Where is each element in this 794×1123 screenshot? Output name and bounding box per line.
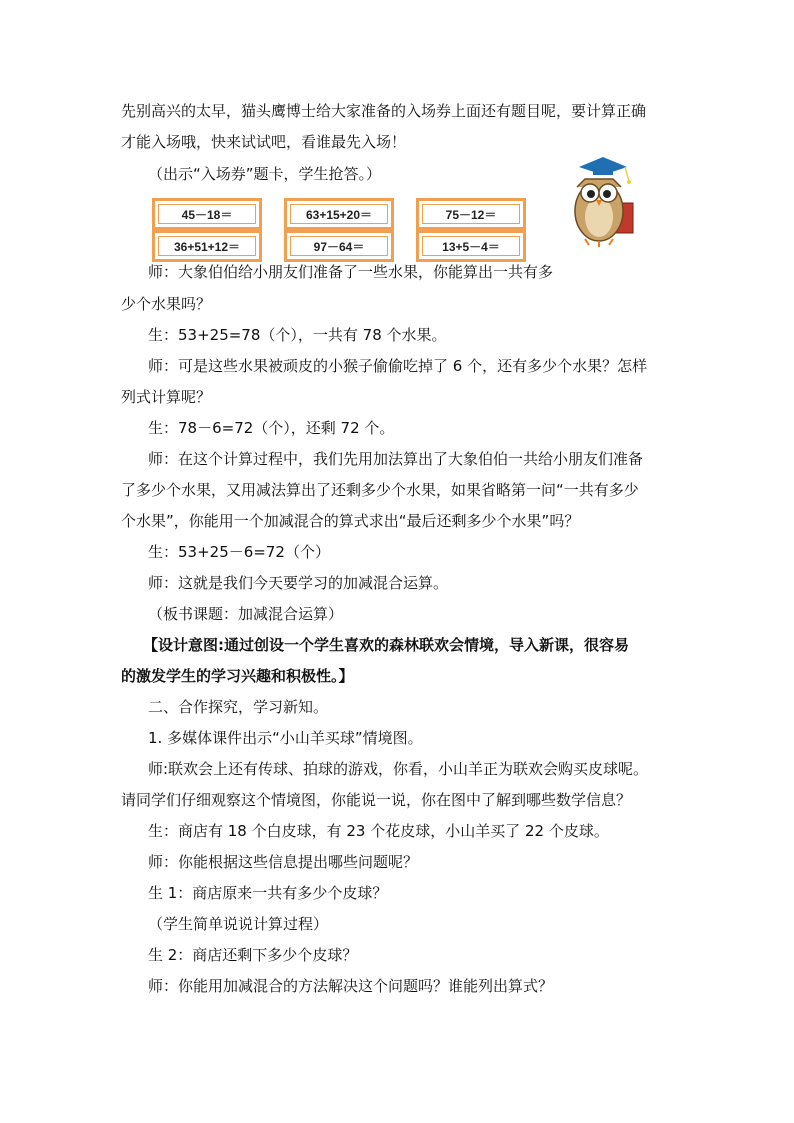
paragraph-14-line-2: 请同学们仔细观察这个情境图，你能说一说，你在图中了解到哪些数学信息？ [121, 791, 632, 809]
paragraph-8: 生：53+25－6=72（个） [148, 543, 330, 561]
ticket-card: 75－12＝ [416, 198, 526, 230]
design-intent-line-1: 【设计意图:通过创设一个学生喜欢的森林联欢会情境，导入新课，很容易 [143, 636, 630, 654]
paragraph-6: 生：78－6=72（个），还剩 72 个。 [148, 419, 395, 437]
paragraph-14-line-1: 师:联欢会上还有传球、拍球的游戏，你看，小山羊正为联欢会购买皮球呢。 [148, 760, 649, 778]
paragraph-7-line-2: 了多少个水果，又用减法算出了还剩多少个水果，如果省略第一问“一共有多少 [121, 481, 639, 499]
paragraph-1-line-2: 才能入场哦，快来试试吧，看谁最先入场！ [121, 133, 407, 151]
paragraph-7-line-3: 个水果”，你能用一个加减混合的算式求出“最后还剩多少个水果”吗？ [121, 512, 580, 530]
paragraph-3-line-1: 师：大象伯伯给小朋友们准备了一些水果，你能算出一共有多 [148, 263, 554, 281]
design-intent-line-2: 的激发学生的学习兴趣和积极性。】 [121, 667, 354, 685]
ticket-card: 63+15+20＝ [284, 198, 394, 230]
paragraph-5-line-2: 列式计算呢？ [121, 388, 212, 406]
ticket-card: 13+5－4＝ [416, 230, 526, 262]
paragraph-16: 师：你能根据这些信息提出哪些问题呢？ [148, 853, 419, 871]
section-heading: 二、合作探究，学习新知。 [148, 698, 329, 716]
paragraph-18: （学生简单说说计算过程） [148, 915, 329, 933]
paragraph-9: 师：这就是我们今天要学习的加减混合运算。 [148, 574, 449, 592]
paragraph-10: （板书课题：加减混合运算） [148, 605, 344, 623]
ticket-card: 97－64＝ [284, 230, 394, 262]
paragraph-4: 生：53+25=78（个），一共有 78 个水果。 [148, 326, 447, 344]
paragraph-17: 生 1：商店原来一共有多少个皮球？ [148, 884, 388, 902]
paragraph-13: 1. 多媒体课件出示“小山羊买球”情境图。 [148, 729, 423, 747]
ticket-card: 36+51+12＝ [152, 230, 262, 262]
paragraph-1-line-1: 先别高兴的太早，猫头鹰博士给大家准备的入场券上面还有题目呢，要计算正确 [121, 102, 647, 120]
ticket-card: 45－18＝ [152, 198, 262, 230]
paragraph-3-line-2: 少个水果吗？ [121, 295, 212, 313]
paragraph-7-line-1: 师：在这个计算过程中，我们先用加法算出了大象伯伯一共给小朋友们准备 [148, 450, 644, 468]
paragraph-15: 生：商店有 18 个白皮球，有 23 个花皮球，小山羊买了 22 个皮球。 [148, 822, 609, 840]
paragraph-19: 生 2：商店还剩下多少个皮球？ [148, 946, 358, 964]
paragraph-20: 师：你能用加减混合的方法解决这个问题吗？谁能列出算式？ [148, 977, 554, 995]
paragraph-5-line-1: 师：可是这些水果被顽皮的小猴子偷偷吃掉了 6 个，还有多少个水果？怎样 [148, 357, 648, 375]
paragraph-2: （出示“入场券”题卡，学生抢答。） [148, 165, 382, 183]
owl-professor-icon [563, 153, 643, 253]
